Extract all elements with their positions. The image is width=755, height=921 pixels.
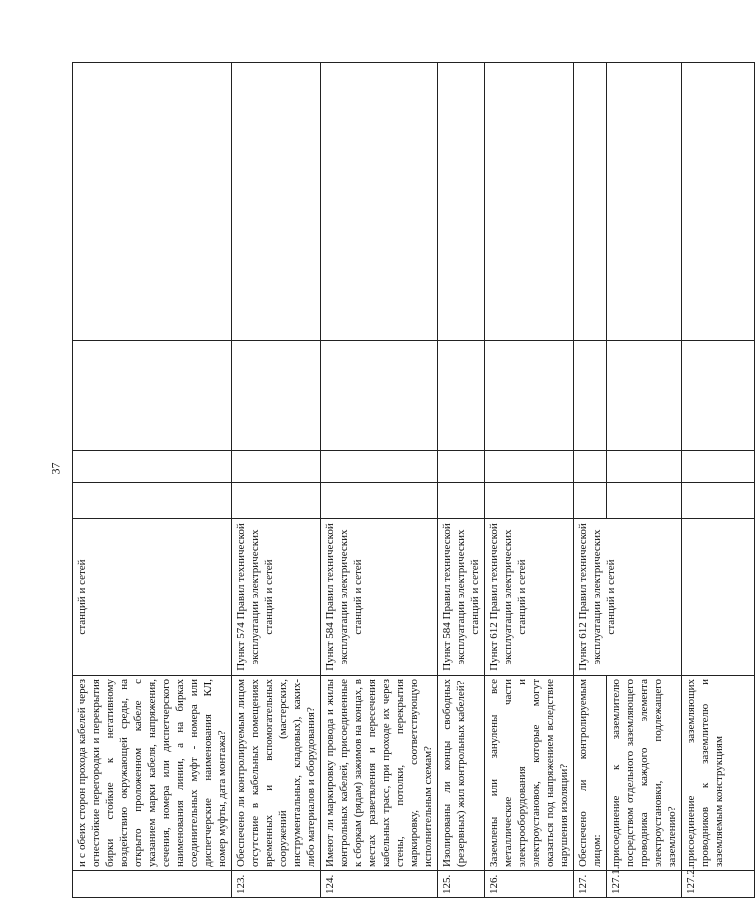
reference-cell: Пункт 574 Правил технической эксплуатации электрических станций и сетей — [232, 519, 321, 676]
answer-cell — [73, 483, 232, 519]
answer-cell — [485, 451, 574, 483]
row-number: 127.1. — [607, 871, 682, 898]
table-row — [321, 63, 438, 898]
reference-cell — [682, 519, 755, 676]
question-cell: и с обеих сторон прохода кабелей через огнестойкие перегородки и перекрытия бирки стойкие к негативному воздействию окружающей среды, на открыто проложенном кабеле с указанием марки кабеля, напряжения, сечения, номера или диспетчерского наименования линии, а на бирках соединительных муфт - номера или диспетчерские наименования КЛ, номер муфты, дата монтажа? — [73, 676, 232, 871]
note-cell — [73, 63, 232, 341]
table-row — [682, 63, 755, 898]
answer-cell — [232, 341, 321, 451]
note-cell — [607, 63, 682, 341]
reference-cell: станций и сетей — [73, 519, 232, 676]
question-cell: Изолированы ли концы свободных (резервных) жил контрольных кабелей? — [438, 676, 485, 871]
answer-cell — [321, 341, 438, 451]
answer-cell — [574, 483, 607, 519]
table-row — [574, 63, 607, 898]
answer-cell — [438, 483, 485, 519]
row-number: 125. — [438, 871, 485, 898]
answer-cell — [485, 341, 574, 451]
answer-cell — [682, 451, 755, 483]
page-number: 37 — [48, 462, 63, 475]
note-cell — [682, 63, 755, 341]
checklist-table — [72, 62, 755, 898]
row-number: 127. — [574, 871, 607, 898]
answer-cell — [438, 341, 485, 451]
answer-cell — [73, 451, 232, 483]
answer-cell — [232, 483, 321, 519]
rotated-table-wrapper — [72, 63, 725, 898]
row-number: 126. — [485, 871, 574, 898]
table-row — [232, 63, 321, 898]
answer-cell — [607, 451, 682, 483]
question-cell: Обеспечено ли контролируемым лицом отсутствие в кабельных помещениях временных и вспомогательных сооружений (мастерских, инструментальных, кладовых), каких-либо материалов и оборудования? — [232, 676, 321, 871]
answer-cell — [232, 451, 321, 483]
row-number — [73, 871, 232, 898]
note-cell — [485, 63, 574, 341]
table-row — [607, 63, 682, 898]
answer-cell — [321, 451, 438, 483]
question-cell: Заземлены или занулены все металлические части электрооборудования и электроустановок, которые могут оказаться под напряжением вследствие нарушения изоляции? — [485, 676, 574, 871]
answer-cell — [607, 341, 682, 451]
question-cell: присоединение заземляющих проводников к заземлителю и заземляемым конструкциям — [682, 676, 755, 871]
reference-cell: Пункт 612 Правил технической эксплуатации электрических станций и сетей — [574, 519, 682, 676]
answer-cell — [682, 341, 755, 451]
answer-cell — [607, 483, 682, 519]
question-cell: присоединение к заземлителю посредством отдельного заземляющего проводника каждого элемента электроустановки, подлежащего заземлению? — [607, 676, 682, 871]
note-cell — [232, 63, 321, 341]
reference-cell: Пункт 584 Правил технической эксплуатации электрических станций и сетей — [321, 519, 438, 676]
row-number: 127.2. — [682, 871, 755, 898]
table-row — [73, 63, 232, 898]
reference-cell: Пункт 584 Правил технической эксплуатации электрических станций и сетей — [438, 519, 485, 676]
answer-cell — [574, 341, 607, 451]
row-number: 124. — [321, 871, 438, 898]
note-cell — [438, 63, 485, 341]
row-number: 123. — [232, 871, 321, 898]
note-cell — [321, 63, 438, 341]
answer-cell — [574, 451, 607, 483]
question-cell: Обеспечено ли контролируемым лицом: — [574, 676, 607, 871]
reference-cell: Пункт 612 Правил технической эксплуатации электрических станций и сетей — [485, 519, 574, 676]
answer-cell — [321, 483, 438, 519]
table-row — [485, 63, 574, 898]
note-cell — [574, 63, 607, 341]
answer-cell — [73, 341, 232, 451]
answer-cell — [682, 483, 755, 519]
question-cell: Имеют ли маркировку провода и жилы контрольных кабелей, присоединенные к сборкам (рядам) зажимов на концах, в местах разветвления и пересечения кабельных трасс, при проходе их через стены, потолки, перекрытия маркировку, соответствующую исполнительным схемам? — [321, 676, 438, 871]
answer-cell — [438, 451, 485, 483]
answer-cell — [485, 483, 574, 519]
table-row — [438, 63, 485, 898]
